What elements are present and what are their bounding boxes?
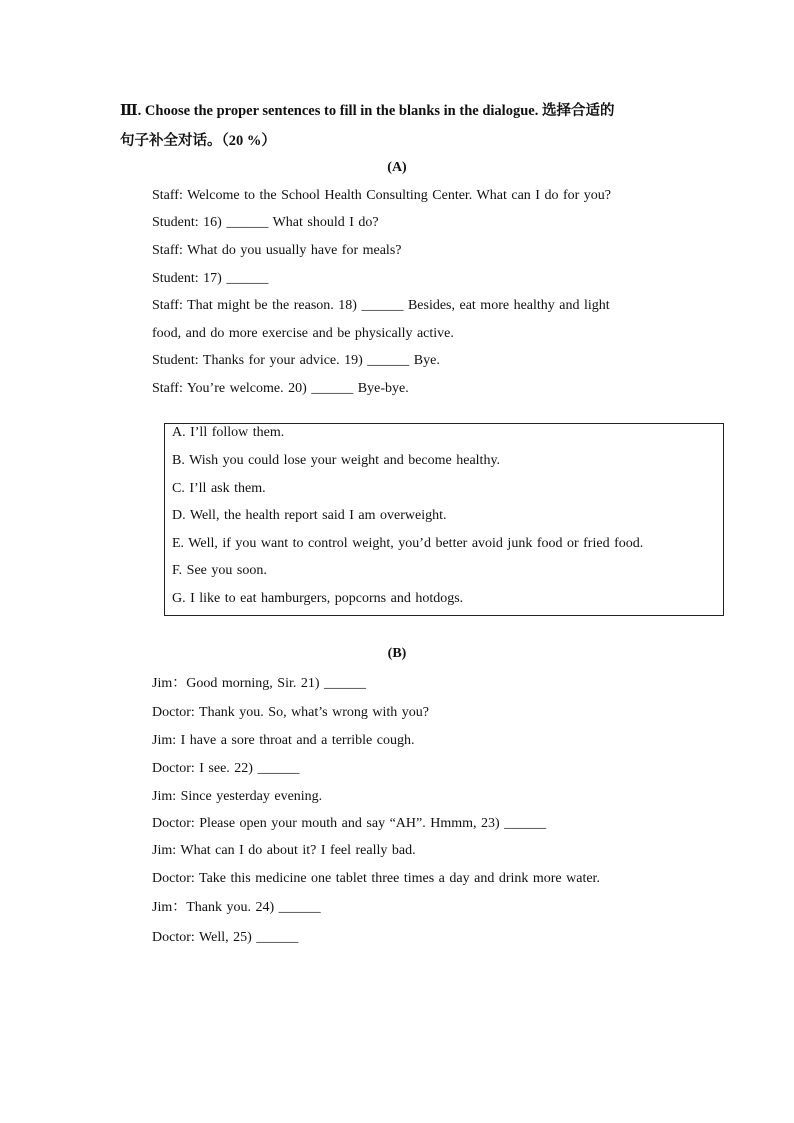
dialogue-line: Staff: Welcome to the School Health Consulting Center. What can I do for you? (152, 188, 612, 203)
heading-line-1: Ⅲ. Choose the proper sentences to fill in the blanks in the dialogue. 选择合适的 (120, 103, 615, 119)
dialogue-line: Doctor: Please open your mouth and say “AH”. Hmmm, 23) ______ (152, 816, 547, 831)
option-e: E. Well, if you want to control weight, you’d better avoid junk food or fried food. (172, 536, 644, 551)
dialogue-line: Student: 16) ______ What should I do? (152, 215, 379, 230)
dialogue-line: Jim: What can I do about it? I feel really bad. (152, 843, 416, 858)
option-d: D. Well, the health report said I am overweight. (172, 508, 447, 523)
options-box (164, 423, 724, 616)
question-heading (120, 96, 700, 156)
dialogue-line: Jim: I have a sore throat and a terrible cough. (152, 733, 415, 748)
dialogue-line: Jim：Good morning, Sir. 21) ______ (152, 676, 367, 691)
section-a-title: (A) (387, 160, 407, 175)
dialogue-line: Doctor: Well, 25) ______ (152, 930, 299, 945)
dialogue-line: Jim: Since yesterday evening. (152, 789, 323, 804)
dialogue-line: Staff: What do you usually have for meals? (152, 243, 402, 258)
dialogue-line: Staff: You’re welcome. 20) ______ Bye-bye. (152, 381, 409, 396)
heading-line-2: 句子补全对话。（20 %） (120, 133, 276, 149)
option-a: A. I’ll follow them. (172, 425, 285, 440)
dialogue-line: Doctor: Thank you. So, what’s wrong with you? (152, 705, 429, 720)
option-c: C. I’ll ask them. (172, 481, 266, 496)
dialogue-line: Jim：Thank you. 24) ______ (152, 900, 321, 915)
option-f: F. See you soon. (172, 563, 267, 578)
dialogue-line: Doctor: Take this medicine one tablet three times a day and drink more water. (152, 871, 600, 886)
dialogue-line: Student: Thanks for your advice. 19) ______ Bye. (152, 353, 440, 368)
section-b-title: (B) (387, 646, 407, 661)
option-b: B. Wish you could lose your weight and become healthy. (172, 453, 501, 468)
dialogue-line: food, and do more exercise and be physically active. (152, 326, 454, 341)
option-g: G. I like to eat hamburgers, popcorns and hotdogs. (172, 591, 464, 606)
dialogue-line: Student: 17) ______ (152, 271, 269, 286)
dialogue-line: Staff: That might be the reason. 18) ______ Besides, eat more healthy and light (152, 298, 610, 313)
dialogue-line: Doctor: I see. 22) ______ (152, 761, 300, 776)
